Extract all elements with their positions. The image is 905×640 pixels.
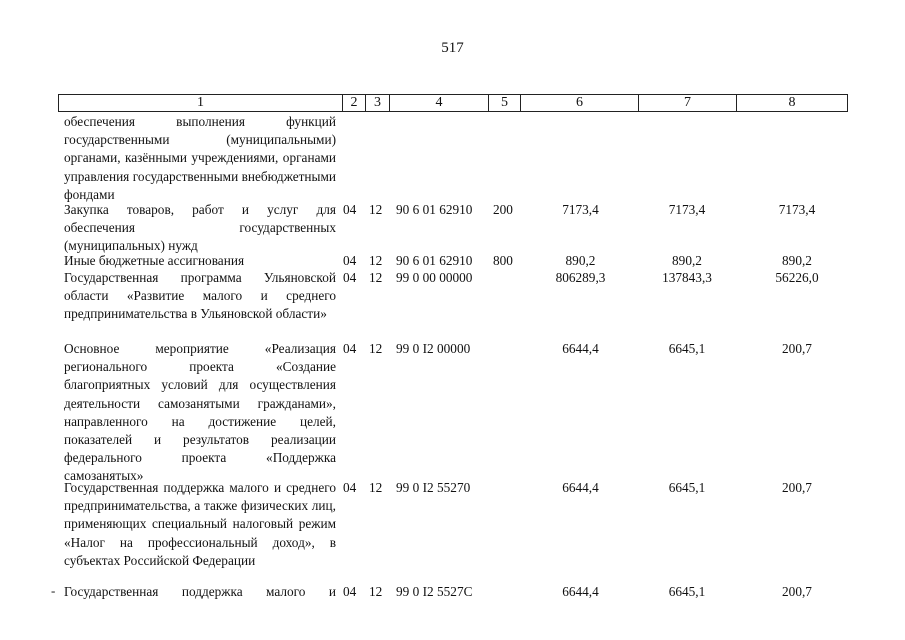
column-header-2: 2 xyxy=(342,94,365,112)
code-section: 04 xyxy=(343,253,357,268)
page-number: 517 xyxy=(441,40,464,56)
row-description: Основное мероприятие «Реализация регионального проекта «Создание благоприятных условий для осуществления деятельности самозанятыми гражданами», направленного на достижение целей, показателей и результатов реализации федерального проекта «Поддержка самозанятых» xyxy=(64,341,336,484)
value-column-6: 7173,4 xyxy=(562,202,599,217)
code-subsection: 12 xyxy=(369,202,383,217)
row-description: Государственная программа Ульяновской области «Развитие малого и среднего предпринимательства в Ульяновской области» xyxy=(64,270,336,322)
row-description: Государственная поддержка малого и среднего предпринимательства, а также физических лиц, применяющих специальный налоговый режим «Налог на профессиональный доход», в субъектах Российской Федерации xyxy=(64,480,336,568)
row-description: обеспечения выполнения функций государственными (муниципальными) органами, казёнными учреждениями, органами управления государственными внебюджетными фондами xyxy=(64,114,336,202)
value-column-6: 890,2 xyxy=(565,253,596,268)
value-column-8: 56226,0 xyxy=(775,270,819,285)
code-subsection: 12 xyxy=(369,480,383,495)
code-target-article: 99 0 I2 00000 xyxy=(396,341,471,356)
code-target-article: 90 6 01 62910 xyxy=(396,202,473,217)
value-column-7: 6645,1 xyxy=(668,480,706,495)
value-column-7: 6645,1 xyxy=(668,341,706,356)
value-column-6: 6644,4 xyxy=(562,480,599,495)
code-expense-type: 200 xyxy=(493,202,513,217)
value-column-7: 890,2 xyxy=(672,253,702,268)
code-section: 04 xyxy=(343,341,357,356)
column-header-5: 5 xyxy=(488,94,520,112)
value-column-8: 7173,4 xyxy=(778,202,816,217)
column-header-3: 3 xyxy=(365,94,389,112)
code-section: 04 xyxy=(343,480,357,495)
value-column-8: 200,7 xyxy=(782,341,812,356)
code-section: 04 xyxy=(343,584,357,599)
value-column-6: 806289,3 xyxy=(555,270,606,285)
column-header-4: 4 xyxy=(389,94,488,112)
code-section: 04 xyxy=(343,202,357,217)
row-description: Иные бюджетные ассигнования xyxy=(64,253,245,268)
code-subsection: 12 xyxy=(369,253,383,268)
code-target-article: 99 0 00 00000 xyxy=(396,270,473,285)
code-expense-type: 800 xyxy=(493,253,513,268)
column-header-7: 7 xyxy=(638,94,736,112)
value-column-8: 200,7 xyxy=(782,480,812,495)
value-column-7: 6645,1 xyxy=(668,584,706,599)
code-target-article: 99 0 I2 55270 xyxy=(396,480,471,495)
code-target-article: 99 0 I2 5527С xyxy=(396,584,473,599)
value-column-6: 6644,4 xyxy=(562,341,599,356)
code-target-article: 90 6 01 62910 xyxy=(396,253,473,268)
value-column-7: 137843,3 xyxy=(662,270,712,285)
code-subsection: 12 xyxy=(369,341,383,356)
value-column-8: 890,2 xyxy=(782,253,812,268)
code-subsection: 12 xyxy=(369,270,383,285)
row-description: Государственная поддержка малого и xyxy=(64,584,336,599)
value-column-8: 200,7 xyxy=(782,584,812,599)
column-header-1: 1 xyxy=(58,94,342,112)
column-header-6: 6 xyxy=(520,94,638,112)
column-header-8: 8 xyxy=(736,94,848,112)
code-section: 04 xyxy=(343,270,357,285)
code-subsection: 12 xyxy=(369,584,383,599)
value-column-6: 6644,4 xyxy=(562,584,599,599)
row-description: Закупка товаров, работ и услуг для обеспечения государственных (муниципальных) нужд xyxy=(64,202,336,254)
margin-mark: - xyxy=(51,583,56,598)
value-column-7: 7173,4 xyxy=(668,202,706,217)
